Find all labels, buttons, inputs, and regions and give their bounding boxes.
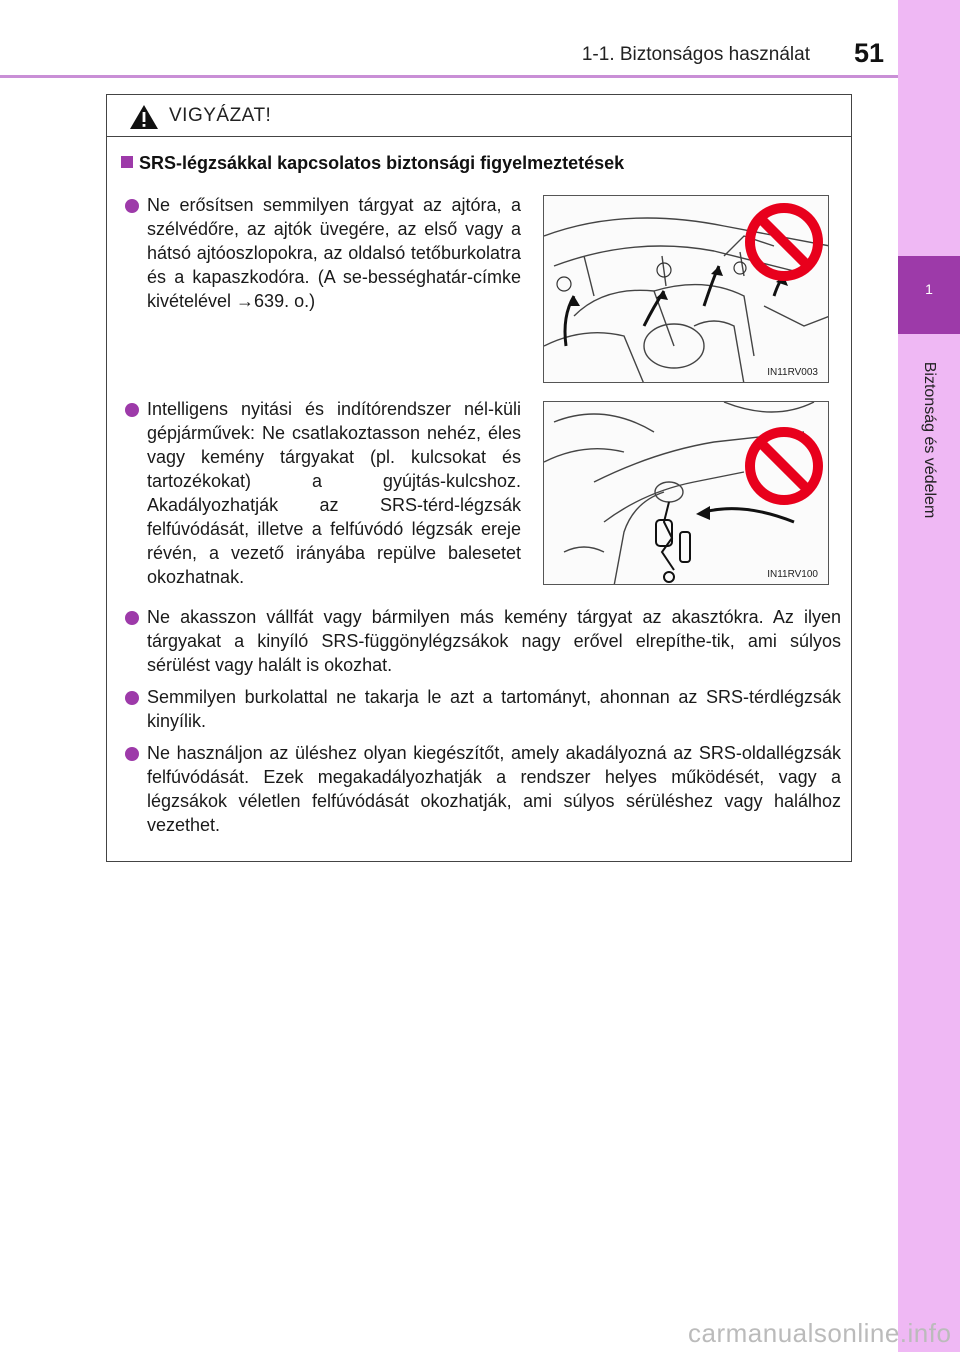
bullet-dot-icon: [125, 403, 139, 417]
chapter-label: Biztonság és védelem: [921, 361, 938, 519]
page-number: 51: [853, 38, 884, 68]
warning-triangle-icon: [129, 104, 159, 130]
bullet-text: Ne akasszon vállfát vagy bármilyen más kemény tárgyat az akasztókra. Az ilyen tárgyakat a kinyíló SRS-függönylégzsákok nagy erővel elrepíthe-tik, ami súlyos sérülést vagy halált is okozhat.: [147, 607, 841, 675]
warning-header: [107, 95, 851, 137]
bullet-text: Ne használjon az üléshez olyan kiegészítőt, amely akadályozná az SRS-oldallégzsák felfúvódását. Ezek megakadályozhatják a rendszer helyes működését, vagy a légzsákok véletlen felfúvódását okozhatják, ami súlyos sérüléshez vagy halálhoz vezethet.: [147, 743, 841, 835]
warning-box: [106, 94, 852, 862]
warning-section-title-text: SRS-légzsákkal kapcsolatos biztonsági figyelmeztetések: [139, 153, 625, 173]
warning-section-title: [121, 153, 624, 174]
warning-label: VIGYÁZAT!: [169, 105, 272, 126]
illustration-code: IN11RV100: [767, 569, 818, 580]
ignition-key-drawing: [544, 402, 829, 585]
bullet-dot-icon: [125, 199, 139, 213]
illustration-interior: [543, 195, 829, 383]
watermark: carmanualsonline.info: [688, 1318, 952, 1348]
illustration-code: IN11RV003: [767, 367, 818, 378]
bullet-dot-icon: [125, 611, 139, 625]
bullet-text: Ne erősítsen semmilyen tárgyat az ajtóra, a szélvédőre, az ajtók üvegére, az első vagy a hátsó ajtóoszlopokra, az oldalsó tetőburkolatra és a kapaszkodóra. (A se-bességhatár-címke kivételével →639. o.): [147, 195, 521, 311]
chapter-tab-strip: [898, 0, 960, 1352]
bullet-dot-icon: [125, 691, 139, 705]
square-bullet-icon: [121, 156, 133, 168]
bullet-dot-icon: [125, 747, 139, 761]
illustration-ignition-key: [543, 401, 829, 585]
bullet-text: Intelligens nyitási és indítórendszer nél-küli gépjárművek: Ne csatlakoztasson nehéz, éles vagy kemény tárgyakat (pl. kulcsokat és tartozékokat) a gyújtás-kulcshoz. Akadályozhatják az SRS-térd-légzsák felfúvódását, illetve a felfúvódó légzsák ereje révén, a vezető irányába repülve balesetet okozhatnak.: [147, 399, 521, 587]
car-interior-drawing: [544, 196, 829, 383]
bullet-text: Semmilyen burkolattal ne takarja le azt a tartományt, ahonnan az SRS-térdlégzsák kinyílik.: [147, 687, 841, 731]
chapter-number-tab[interactable]: 1: [898, 256, 960, 334]
header-divider: [0, 75, 898, 78]
section-title: 1-1. Biztonságos használat: [581, 44, 810, 65]
prohibition-sign-icon: [750, 432, 818, 500]
